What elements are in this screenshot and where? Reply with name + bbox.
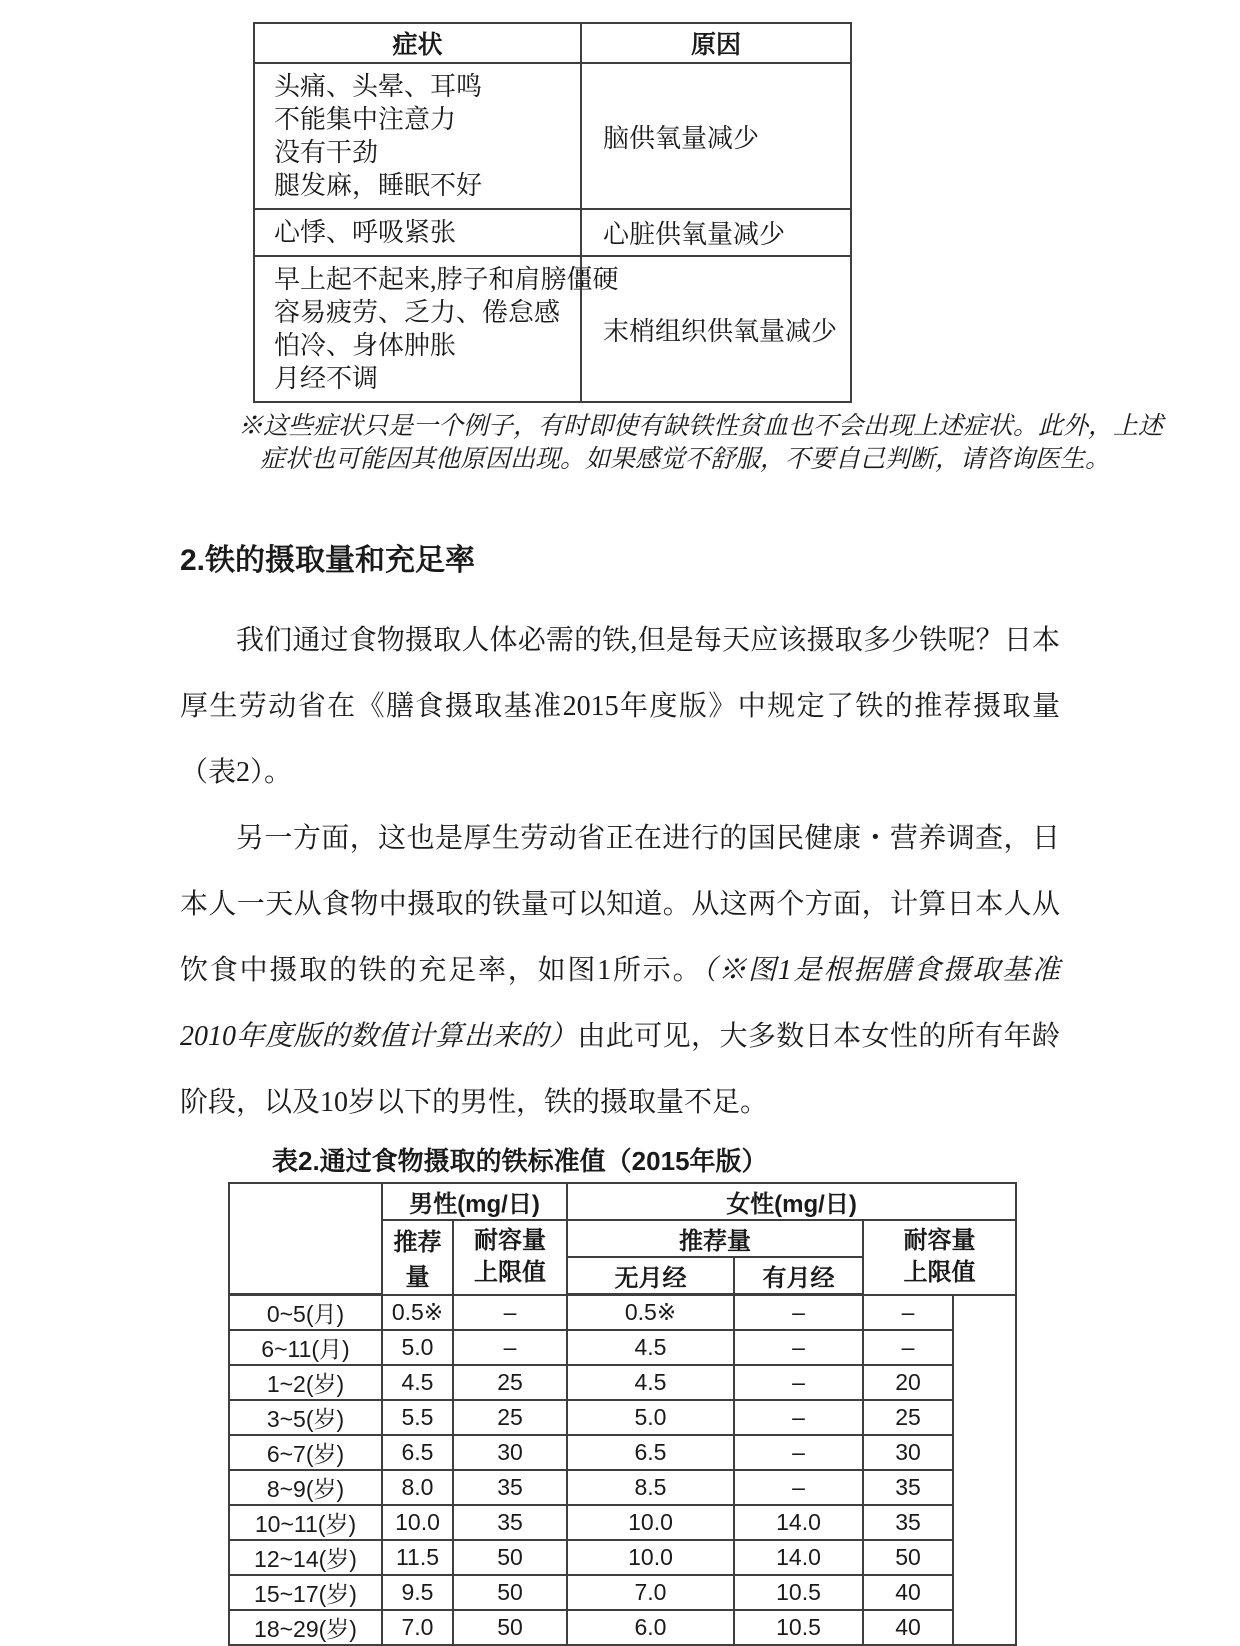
table-row (254, 63, 851, 209)
table1-footnote (238, 410, 1164, 476)
value-cell: 10.0 (567, 1540, 734, 1575)
table-row (254, 209, 851, 256)
value-cell: 25 (453, 1400, 567, 1435)
t2-header-female-recommended: 推荐量 (567, 1220, 863, 1257)
symptom-cell (254, 63, 581, 209)
value-cell: 35 (453, 1505, 567, 1540)
value-cell: 10.0 (567, 1505, 734, 1540)
value-cell: 9.5 (382, 1575, 453, 1610)
value-cell: – (734, 1400, 863, 1435)
t2-age-header-cell (229, 1183, 382, 1295)
age-cell: 6~7(岁) (229, 1435, 382, 1470)
symptoms-table (253, 22, 852, 403)
t2-header-male-tolerable: 耐容量 上限值 (453, 1220, 567, 1295)
value-cell: – (453, 1330, 567, 1365)
table2-empty-column (953, 1295, 1016, 1646)
value-cell: 4.5 (567, 1365, 734, 1400)
symptom-line: 没有干劲 (274, 138, 379, 167)
symptom-line: 头痛、头晕、耳鸣 (274, 72, 483, 101)
value-cell: – (734, 1435, 863, 1470)
age-cell: 1~2(岁) (229, 1365, 382, 1400)
symptom-line: 不能集中注意力 (274, 105, 457, 134)
t2-header-male: 男性(mg/日) (382, 1183, 567, 1220)
value-cell: 40 (863, 1575, 953, 1610)
table-row (229, 1540, 1016, 1575)
document-page (0, 22, 1240, 1642)
age-cell: 15~17(岁) (229, 1575, 382, 1610)
symptom-line: 早上起不起来,脖子和肩膀僵硬 (274, 265, 619, 294)
value-cell: – (863, 1330, 953, 1365)
table-row (229, 1610, 1016, 1645)
value-cell: 30 (863, 1435, 953, 1470)
symptom-line: 月经不调 (274, 364, 379, 393)
value-cell: – (734, 1330, 863, 1365)
value-cell: – (863, 1295, 953, 1331)
age-cell: 8~9(岁) (229, 1470, 382, 1505)
value-cell: 35 (453, 1470, 567, 1505)
t1-header-cause: 原因 (581, 23, 851, 63)
value-cell: 35 (863, 1505, 953, 1540)
t2-header-menstruation: 有月经 (734, 1257, 863, 1295)
value-cell: – (734, 1365, 863, 1400)
value-cell: 7.0 (382, 1610, 453, 1645)
value-cell: 50 (453, 1540, 567, 1575)
value-cell: 10.5 (734, 1610, 863, 1645)
table-row (229, 1295, 1016, 1331)
symptom-line: 容易疲劳、乏力、倦怠感 (274, 298, 561, 327)
value-cell: 8.5 (567, 1470, 734, 1505)
value-cell: 4.5 (382, 1365, 453, 1400)
value-cell: 6.5 (382, 1435, 453, 1470)
paragraph-1: 我们通过食物摄取人体必需的铁,但是每天应该摄取多少铁呢？日本厚生劳动省在《膳食摄取基准2015年度版》中规定了铁的推荐摄取量（表2）。 (180, 625, 1060, 788)
age-cell: 6~11(月) (229, 1330, 382, 1365)
value-cell: – (734, 1470, 863, 1505)
symptom-line: 心悸、呼吸紧张 (274, 218, 457, 247)
iron-intake-table (228, 1182, 1017, 1646)
value-cell: 8.0 (382, 1470, 453, 1505)
value-cell: 7.0 (567, 1575, 734, 1610)
value-cell: 50 (863, 1540, 953, 1575)
value-cell: 40 (863, 1610, 953, 1645)
symptom-cell (254, 209, 581, 256)
symptom-line: 腿发麻，睡眠不好 (274, 171, 483, 200)
value-cell: 0.5※ (567, 1295, 734, 1331)
body-text (180, 608, 1060, 1136)
value-cell: 14.0 (734, 1540, 863, 1575)
cause-cell: 末梢组织供氧量减少 (581, 256, 851, 402)
value-cell: 25 (453, 1365, 567, 1400)
value-cell: 10.5 (734, 1575, 863, 1610)
table-row (254, 256, 851, 402)
value-cell: 14.0 (734, 1505, 863, 1540)
table-row (229, 1330, 1016, 1365)
value-cell: 5.0 (567, 1400, 734, 1435)
t1-header-symptom: 症状 (254, 23, 581, 63)
table-row (229, 1183, 1016, 1220)
table-row (229, 1435, 1016, 1470)
cause-cell: 脑供氧量减少 (581, 63, 851, 209)
age-cell: 12~14(岁) (229, 1540, 382, 1575)
footnote-line: ※这些症状只是一个例子，有时即使有缺铁性贫血也不会出现上述症状。此外，上述 (238, 413, 1164, 440)
value-cell: 50 (453, 1610, 567, 1645)
value-cell: 10.0 (382, 1505, 453, 1540)
t2-header-no-menstruation: 无月经 (567, 1257, 734, 1295)
paragraph-2-text: 另一方面，这也是厚生劳动省正在进行的国民健康・营养调查，日本人一天从食物中摄取的铁量可以知道。从这两个方面，计算日本人从饮食中摄取的铁的充足率，如图1所示。 (180, 823, 1060, 986)
paragraph-2-text: 由此可见，大多数日本女性的所有年龄阶段，以及10岁以下的男性，铁的摄取量不足。 (180, 1021, 1060, 1118)
table-row (229, 1470, 1016, 1505)
value-cell: 6.5 (567, 1435, 734, 1470)
value-cell: – (734, 1295, 863, 1331)
footnote-line: 症状也可能因其他原因出现。如果感觉不舒服，不要自己判断，请咨询医生。 (260, 446, 1111, 473)
age-cell: 0~5(月) (229, 1295, 382, 1331)
paragraph-2 (180, 806, 1060, 1136)
age-cell: 10~11(岁) (229, 1505, 382, 1540)
section-heading: 2.铁的摄取量和充足率 (180, 544, 476, 577)
value-cell: 20 (863, 1365, 953, 1400)
table-row (229, 1365, 1016, 1400)
value-cell: 11.5 (382, 1540, 453, 1575)
value-cell: – (453, 1295, 567, 1331)
symptom-cell (254, 256, 619, 402)
value-cell: 35 (863, 1470, 953, 1505)
table-row (229, 1575, 1016, 1610)
t2-header-male-recommended: 推荐量 (382, 1220, 453, 1295)
value-cell: 5.5 (382, 1400, 453, 1435)
paragraph-2-italic-note: （※图1是根据膳食摄取基准2010年度版的数值计算出来的） (180, 955, 1060, 1052)
table-row (229, 1400, 1016, 1435)
age-cell: 3~5(岁) (229, 1400, 382, 1435)
age-cell: 18~29(岁) (229, 1610, 382, 1645)
t2-header-female: 女性(mg/日) (567, 1183, 1016, 1220)
cause-cell: 心脏供氧量减少 (581, 209, 851, 256)
value-cell: 0.5※ (382, 1295, 453, 1331)
value-cell: 25 (863, 1400, 953, 1435)
table-row (254, 23, 851, 63)
table-row (229, 1505, 1016, 1540)
value-cell: 30 (453, 1435, 567, 1470)
t2-header-female-tolerable: 耐容量 上限值 (863, 1220, 1016, 1295)
table2-caption: 表2.通过食物摄取的铁标准值（2015年版） (272, 1146, 768, 1176)
symptom-line: 怕冷、身体肿胀 (274, 331, 457, 360)
value-cell: 5.0 (382, 1330, 453, 1365)
value-cell: 6.0 (567, 1610, 734, 1645)
value-cell: 4.5 (567, 1330, 734, 1365)
value-cell: 50 (453, 1575, 567, 1610)
